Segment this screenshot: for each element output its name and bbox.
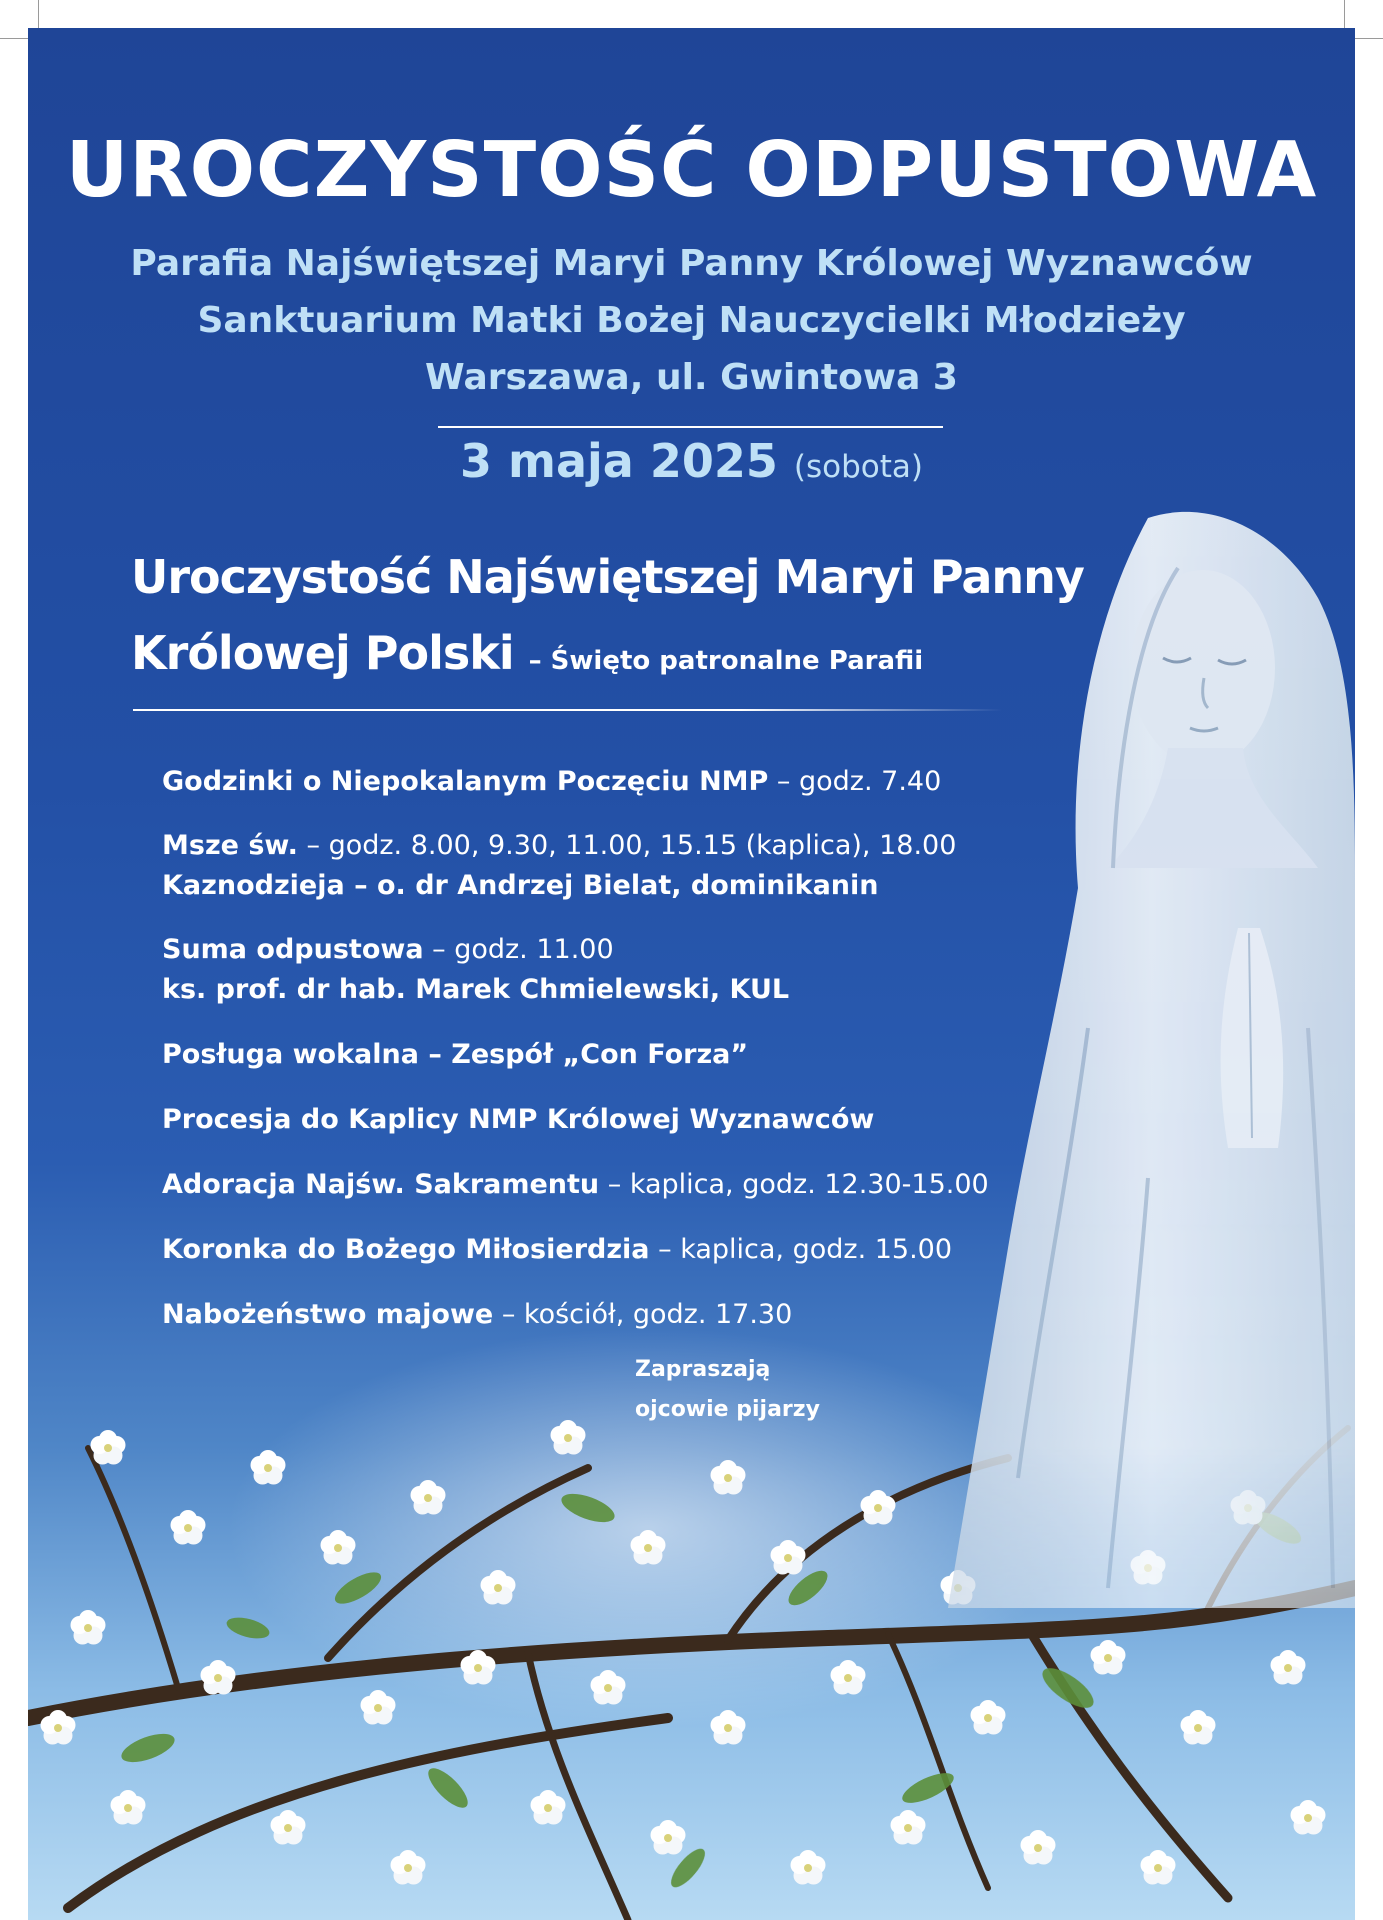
date-weekday: (sobota) (793, 449, 923, 485)
crop-mark (1344, 0, 1345, 30)
schedule-item-subline: ks. prof. dr hab. Marek Chmielewski, KUL (162, 974, 790, 1005)
schedule-item (162, 1104, 874, 1135)
schedule-item-detail: – godz. 7.40 (768, 766, 942, 797)
schedule-item-name: Nabożeństwo majowe (162, 1299, 494, 1330)
feast-title-line2 (131, 626, 923, 680)
schedule-item (162, 1039, 748, 1070)
schedule-item-detail: – kaplica, godz. 15.00 (649, 1234, 953, 1265)
crop-mark (38, 0, 39, 30)
address: Warszawa, ul. Gwintowa 3 (425, 357, 958, 398)
schedule-item-detail: – godz. 8.00, 9.30, 11.00, 15.15 (kaplica), 18.00 (297, 830, 957, 861)
date-main: 3 maja 2025 (460, 434, 778, 488)
invitation-line2: ojcowie pijarzy (635, 1397, 820, 1422)
schedule-item-detail: – kaplica, godz. 12.30-15.00 (599, 1169, 989, 1200)
schedule-item-name: Suma odpustowa (162, 934, 424, 965)
sanctuary-name: Sanktuarium Matki Bożej Nauczycielki Młodzieży (197, 300, 1186, 341)
crop-mark (1353, 38, 1383, 39)
schedule-item-name: Msze św. (162, 830, 298, 861)
schedule-item-name: Godzinki o Niepokalanym Poczęciu NMP (162, 766, 769, 797)
schedule-item (162, 830, 956, 861)
schedule-item-subline: Kaznodzieja – o. dr Andrzej Bielat, dominikanin (162, 870, 879, 901)
feast-title-line2-text: Królowej Polski (131, 626, 514, 680)
schedule-item-detail: – godz. 11.00 (423, 934, 614, 965)
crop-mark (0, 38, 30, 39)
schedule-item (162, 934, 614, 965)
divider (438, 426, 943, 428)
poster (28, 28, 1355, 1920)
schedule-item (162, 1299, 792, 1330)
feast-note: – Święto patronalne Parafii (528, 646, 924, 676)
schedule-item (162, 1234, 952, 1265)
invitation (635, 1350, 820, 1430)
divider (133, 709, 1003, 711)
feast-title-line1: Uroczystość Najświętszej Maryi Panny (131, 550, 1084, 604)
schedule-item-name: Procesja do Kaplicy NMP Królowej Wyznawców (162, 1104, 875, 1135)
schedule-item-detail: – kościół, godz. 17.30 (493, 1299, 793, 1330)
schedule-item-name: Adoracja Najśw. Sakramentu (162, 1169, 600, 1200)
event-date (28, 434, 1355, 488)
schedule-item-name: Koronka do Bożego Miłosierdzia (162, 1234, 650, 1265)
poster-title: UROCZYSTOŚĆ ODPUSTOWA (65, 126, 1318, 215)
invitation-line1: Zapraszają (635, 1357, 771, 1382)
schedule-item (162, 1169, 989, 1200)
parish-name: Parafia Najświętszej Maryi Panny Królowej Wyznawców (130, 243, 1253, 284)
schedule-item-name: Posługa wokalna – Zespół „Con Forza” (162, 1039, 749, 1070)
schedule-item (162, 766, 941, 797)
